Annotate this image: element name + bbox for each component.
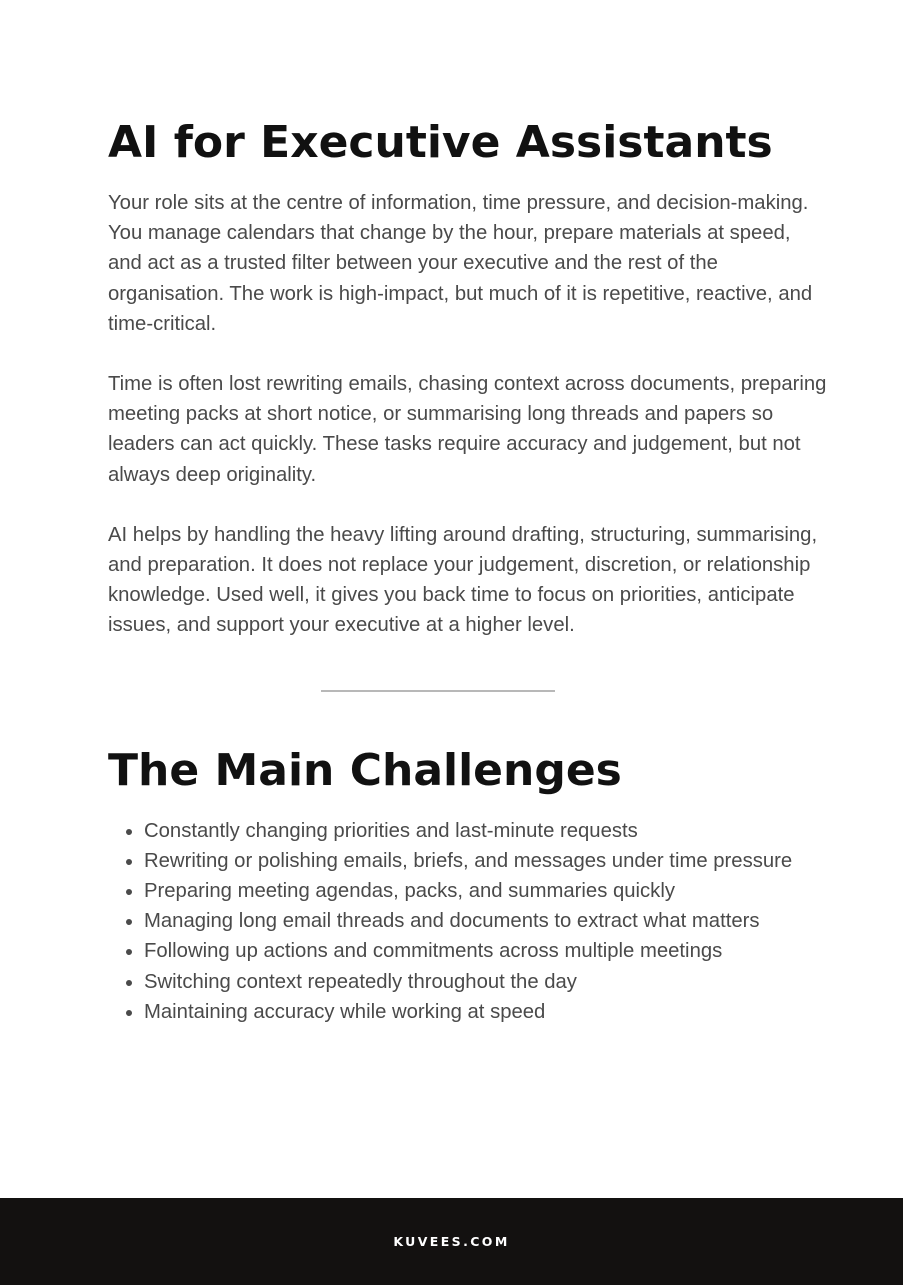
page-content: [108, 115, 828, 1027]
section-divider: [321, 690, 555, 692]
intro-paragraph-2: Time is often lost rewriting emails, chasing context across documents, preparing meeting packs at short notice, or summarising long threads and papers so leaders can act quickly. These tasks require accuracy and judgement, but not always deep originality.: [108, 373, 827, 486]
section-title-main-challenges: The Main Challenges: [108, 744, 622, 796]
list-item: • Following up actions and commitments across multiple meetings: [144, 936, 828, 966]
footer-site-link[interactable]: KUVEES.COM: [393, 1234, 510, 1249]
list-item: • Maintaining accuracy while working at speed: [144, 997, 828, 1027]
intro-paragraph-1: Your role sits at the centre of information, time pressure, and decision-making. You manage calendars that change by the hour, prepare materials at speed, and act as a trusted filter between your executive and the rest of the organisation. The work is high-impact, but much of it is repetitive, reactive, and time-critical.: [108, 192, 813, 335]
list-item: • Constantly changing priorities and last-minute requests: [144, 816, 828, 846]
section-title-ai-for-executive-assistants: AI for Executive Assistants: [108, 117, 773, 168]
intro-paragraph-3: AI helps by handling the heavy lifting around drafting, structuring, summarising, and preparation. It does not replace your judgement, discretion, or relationship knowledge. Used well, it gives you back time to focus on priorities, anticipate issues, and support your executive at a higher level.: [108, 523, 818, 637]
list-item: • Switching context repeatedly throughout the day: [144, 967, 828, 997]
list-item: • Managing long email threads and documents to extract what matters: [144, 906, 828, 936]
list-item: • Rewriting or polishing emails, briefs, and messages under time pressure: [144, 846, 828, 876]
challenges-list: [108, 816, 828, 1027]
list-item: • Preparing meeting agendas, packs, and summaries quickly: [144, 876, 828, 906]
footer-bar: [0, 1198, 903, 1285]
